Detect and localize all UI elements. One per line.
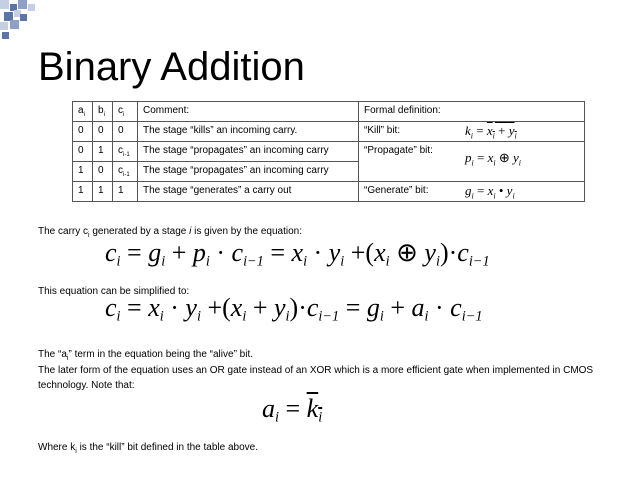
where-text: Where $k_i$ is the “kill” bit defined in the table above. xyxy=(38,442,259,455)
propagate-label: “Propagate” bit: xyxy=(364,145,433,156)
generate-formula: $g_i = x_i$ • $y_i$ xyxy=(465,183,515,201)
cell-a: 0 xyxy=(73,122,93,142)
cell-a: 0 xyxy=(73,142,93,162)
cell-a: 1 xyxy=(73,162,93,182)
corner-square xyxy=(20,14,27,21)
cell-a: 1 xyxy=(73,182,93,202)
cell-b: 1 xyxy=(93,142,113,162)
cell-c: 1 xyxy=(113,182,138,202)
header-c: $c_i$ xyxy=(113,102,138,122)
header-a: $a_i$ xyxy=(73,102,93,122)
cell-c: $c_{i-1}$ xyxy=(113,162,138,182)
cell-comment: The stage “generates” a carry out xyxy=(138,182,359,202)
cell-comment: The stage “propagates” an incoming carry xyxy=(138,162,359,182)
table-header-row xyxy=(73,102,585,122)
corner-square xyxy=(28,4,35,11)
cell-formal xyxy=(359,182,585,202)
header-b: $b_i$ xyxy=(93,102,113,122)
table-row xyxy=(73,182,585,202)
later-form-text: The later form of the equation uses an OR gate instead of an XOR which is a more efficient gate when implemented in CMOS technology. Note that: xyxy=(38,365,594,391)
cell-c: $c_{i-1}$ xyxy=(113,142,138,162)
kill-formula: $k_i = x_i + y_i$ xyxy=(465,123,517,141)
cell-b: 0 xyxy=(93,162,113,182)
generate-label: “Generate” bit: xyxy=(364,185,429,196)
table-row xyxy=(73,122,585,142)
cell-formal xyxy=(359,122,585,142)
cell-comment: The stage “propagates” an incoming carry xyxy=(138,142,359,162)
definition-table xyxy=(72,101,585,202)
kill-label: “Kill” bit: xyxy=(364,125,401,136)
corner-square xyxy=(18,0,27,9)
a-term-text: The “$a_i$” term in the equation being the “alive” bit. xyxy=(38,349,254,362)
cell-comment: The stage “kills” an incoming carry. xyxy=(138,122,359,142)
corner-square xyxy=(10,20,19,29)
header-comment: Comment: xyxy=(138,102,359,122)
table-row xyxy=(73,142,585,162)
cell-c: 0 xyxy=(113,122,138,142)
simplified-text: This equation can be simplified to: xyxy=(38,286,190,297)
cell-b: 1 xyxy=(93,182,113,202)
cell-formal xyxy=(359,142,585,182)
header-formal: Formal definition: xyxy=(359,102,585,122)
propagate-formula: $p_i = x_i$ ⊕ $y_i$ xyxy=(465,150,522,168)
corner-square xyxy=(0,0,9,9)
carry-equation: $c_i = g_i + p_i \cdot c_{i-1} = x_i \cdot y_i +(x_i$ ⊕ $y_i)\cdot c_{i-1}$ xyxy=(105,238,490,270)
simplified-equation: $c_i = x_i \cdot y_i +(x_i + y_i)\cdot c_{i-1} = g_i + a_i \cdot c_{i-1}$ xyxy=(105,293,483,325)
carry-intro-text: The carry $c_i$ generated by a stage i is given by the equation: xyxy=(38,226,302,239)
cell-b: 0 xyxy=(93,122,113,142)
corner-square xyxy=(0,22,8,30)
alive-equation: $a_i = k_i$ xyxy=(262,394,323,426)
page-title: Binary Addition xyxy=(38,45,305,89)
corner-square xyxy=(2,32,9,39)
